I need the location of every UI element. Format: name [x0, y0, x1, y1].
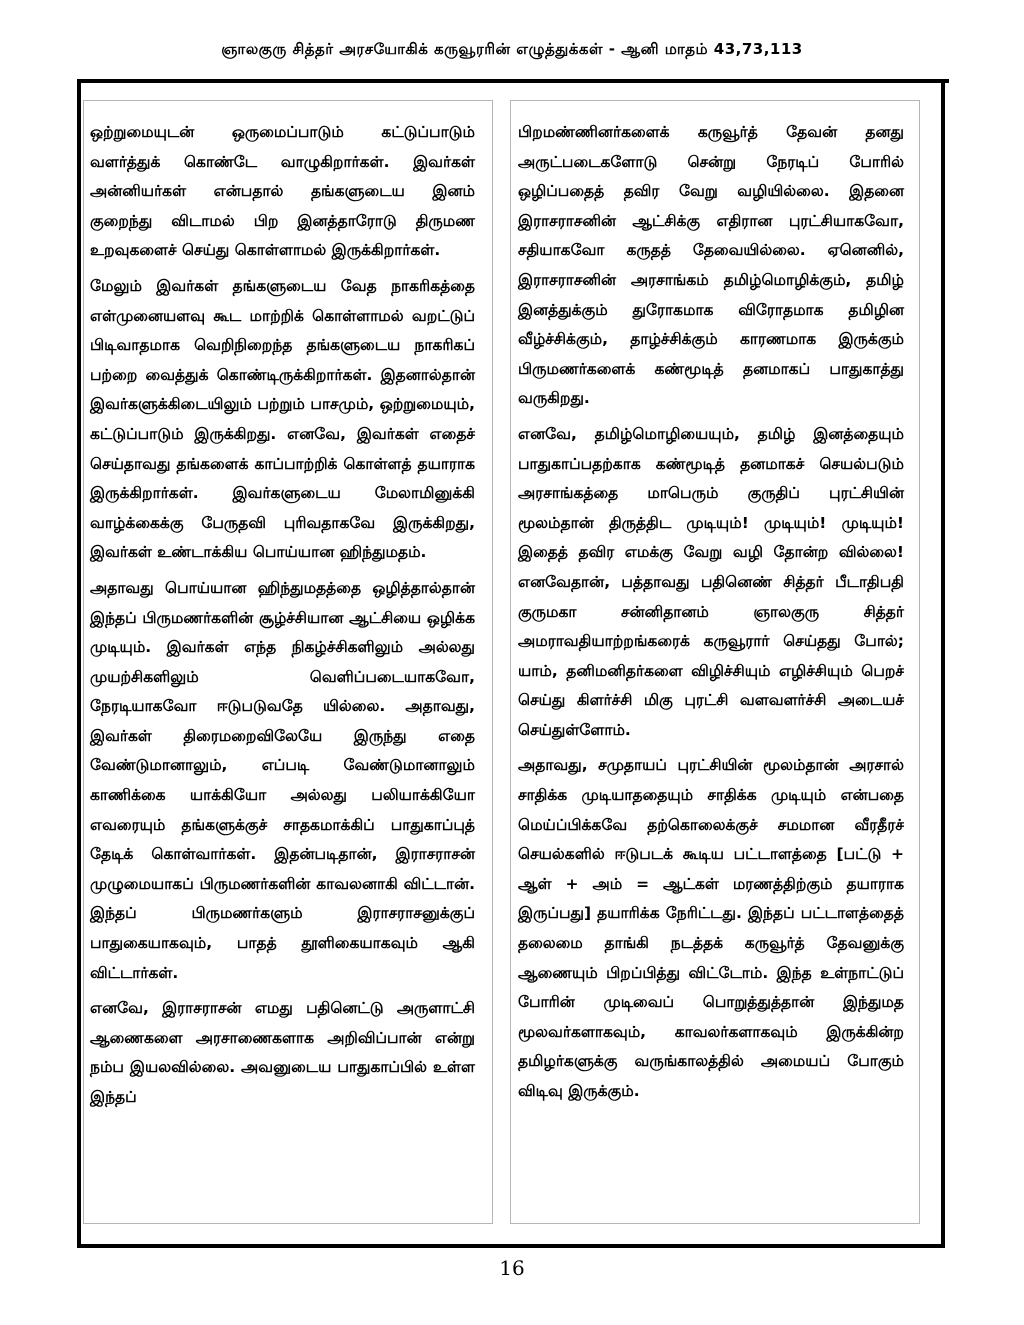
right-column-text — [518, 118, 904, 1107]
paragraph: எனவே, தமிழ்மொழியையும், தமிழ் இனத்தையும் பாதுகாப்பதற்காக கண்மூடித் தனமாகச் செயல்படும் அரசாங்கத்தை மாபெரும் குருதிப் புரட்சியின் மூலம்தான் திருத்திட முடியும்! முடியும்! முடியும்! இதைத் தவிர எமக்கு வேறு வழி தோன்ற வில்லை! எனவேதான், பத்தாவது பதினெண் சித்தர் பீடாதிபதி குருமகா சன்னிதானம் ஞாலகுரு சித்தர் அமராவதியாற்றங்கரைக் கருவூரார் செய்தது போல்; யாம், தனிமனிதர்களை விழிச்சியும் எழிச்சியும் பெறச் செய்து கிளர்ச்சி மிகு புரட்சி வளவளர்ச்சி அடையச் செய்துள்ளோம். — [518, 424, 904, 739]
paragraph: மேலும் இவர்கள் தங்களுடைய வேத நாகரிகத்தை எள்முனையளவு கூட மாற்றிக் கொள்ளாமல் வறட்டுப் பிடிவாதமாக வெறிநிறைந்த தங்களுடைய நாகரிகப் பற்றை வைத்துக் கொண்டிருக்கிறார்கள். இதனால்தான் இவர்களுக்கிடையிலும் பற்றும் பாசமும், ஒற்றுமையும், கட்டுப்பாடும் இருக்கிறது. எனவே, இவர்கள் எதைச் செய்தாவது தங்களைக் காப்பாற்றிக் கொள்ளத் தயாராக இருக்கிறார்கள். இவர்களுடைய மேலாமினுக்கி வாழ்க்கைக்கு பேருதவி புரிவதாகவே இருக்கிறது, இவர்கள் உண்டாக்கிய பொய்யான ஹிந்துமதம். — [90, 276, 475, 562]
page-number: 16 — [499, 1256, 525, 1280]
paragraph: அதாவது, சமுதாயப் புரட்சியின் மூலம்தான் அரசால் சாதிக்க முடியாததையும் சாதிக்க முடியும் என்பதை மெய்ப்பிக்கவே தற்கொலைக்குச் சமமான வீரதீரச் செயல்களில் ஈடுபடக் கூடிய பட்டாளத்தை [பட்டு + ஆள் + அம் = ஆட்கள் மரணத்திற்கும் தயாராக இருப்பது] தயாரிக்க நேரிட்டது. இந்தப் பட்டாளத்தைத் தலைமை தாங்கி நடத்தக் கருவூர்த் தேவனுக்கு ஆணையும் பிறப்பித்து விட்டோம். இந்த உள்நாட்டுப் போரின் முடிவைப் பொறுத்துத்தான் இந்துமத மூலவர்களாகவும், காவலர்களாகவும் இருக்கின்ற தமிழர்களுக்கு வருங்காலத்தில் அமையப் போகும் விடிவு இருக்கும். — [518, 756, 904, 1100]
paragraph: எனவே, இராசராசன் எமது பதினெட்டு அருளாட்சி ஆணைகளை அரசாணைகளாக அறிவிப்பான் என்று நம்ப இயலவில்லை. அவனுடைய பாதுகாப்பில் உள்ள இந்தப் — [90, 999, 475, 1106]
paragraph: அதாவது பொய்யான ஹிந்துமதத்தை ஒழித்தால்தான் இந்தப் பிருமணர்களின் சூழ்ச்சியான ஆட்சியை ஒழிக்க முடியும். இவர்கள் எந்த நிகழ்ச்சிகளிலும் அல்லது முயற்சிகளிலும் வெளிப்படையாகவோ, நேரடியாகவோ ஈடுபடுவதே யில்லை. அதாவது, இவர்கள் திரைமறைவிலேயே இருந்து எதை வேண்டுமானாலும், எப்படி வேண்டுமானாலும் காணிக்கை யாக்கியோ அல்லது பலியாக்கியோ எவரையும் தங்களுக்குச் சாதகமாக்கிப் பாதுகாப்புத் தேடிக் கொள்வார்கள். இதன்படிதான், இராசராசன் முழுமையாகப் பிருமணர்களின் காவலனாகி விட்டான். இந்தப் பிருமணர்களும் இராசராசனுக்குப் பாதுகையாகவும், பாதத் தூளிகையாகவும் ஆகி விட்டார்கள். — [90, 578, 475, 982]
paragraph: பிறமண்ணினர்களைக் கருவூர்த் தேவன் தனது அருட்படைகளோடு சென்று நேரடிப் போரில் ஒழிப்பதைத் தவிர வேறு வழியில்லை. இதனை இராசராசனின் ஆட்சிக்கு எதிரான புரட்சியாகவோ, சதியாகவோ கருதத் தேவையில்லை. ஏனெனில், இராசராசனின் அரசாங்கம் தமிழ்மொழிக்கும், தமிழ் இனத்துக்கும் துரோகமாக விரோதமாக தமிழின வீழ்ச்சிக்கும், தாழ்ச்சிக்கும் காரணமாக இருக்கும் பிருமணர்களைக் கண்மூடித் தனமாகப் பாதுகாத்து வருகிறது. — [518, 123, 904, 408]
paragraph: ஒற்றுமையுடன் ஒருமைப்பாடும் கட்டுப்பாடும் வளர்த்துக் கொண்டே வாழுகிறார்கள். இவர்கள் அன்னியர்கள் என்பதால் தங்களுடைய இனம் குறைந்து விடாமல் பிற இனத்தாரோடு திருமண உறவுகளைச் செய்து கொள்ளாமல் இருக்கிறார்கள். — [90, 123, 475, 260]
left-column-text — [90, 118, 475, 1113]
running-header: ஞாலகுரு சித்தர் அரசயோகிக் கருவூரரின் எழுத்துக்கள் - ஆனி மாதம் 43,73,113 — [221, 40, 803, 58]
